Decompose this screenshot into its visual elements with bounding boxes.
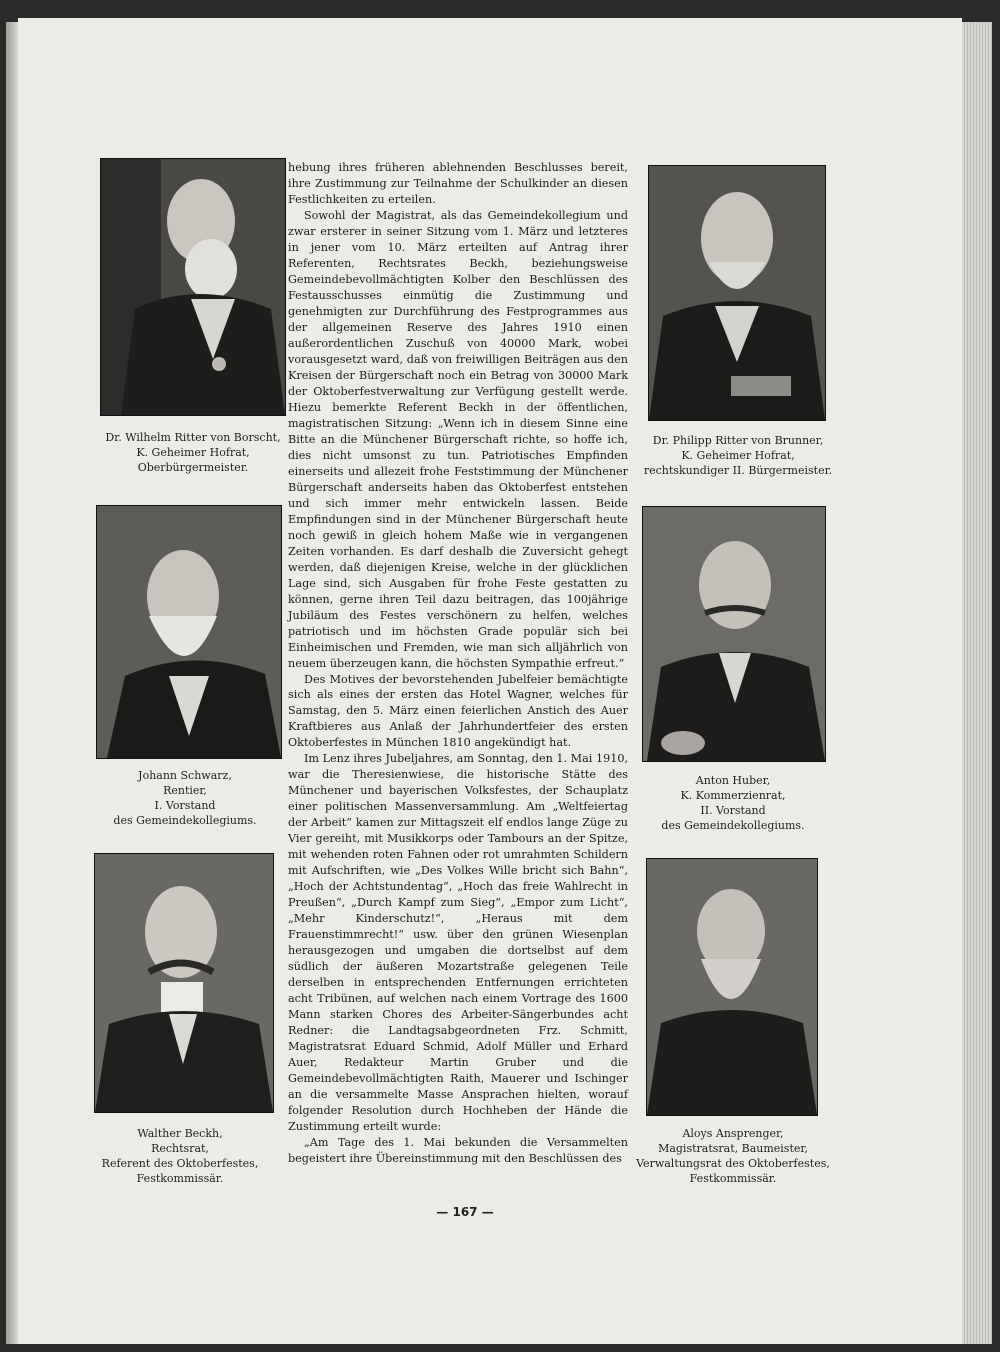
caption-line: Walther Beckh, [137, 1127, 223, 1140]
caption-borscht [88, 430, 298, 475]
caption-line: Magistratsrat, Baumeister, [658, 1142, 808, 1155]
book-page [18, 18, 962, 1344]
caption-line: K. Kommerzienrat, [680, 789, 786, 802]
caption-line: Verwaltungsrat des Oktoberfestes, [636, 1157, 830, 1170]
portrait-photo-beckh [94, 853, 274, 1113]
caption-line: K. Geheimer Hofrat, [681, 449, 795, 462]
portrait-huber-image [643, 507, 825, 761]
caption-ansprenger [626, 1126, 840, 1186]
caption-line: Dr. Wilhelm Ritter von Borscht, [105, 431, 281, 444]
portrait-photo-brunner [648, 165, 826, 421]
portrait-photo-schwarz [96, 505, 282, 759]
caption-line: K. Geheimer Hofrat, [136, 446, 250, 459]
portrait-ansprenger-image [647, 859, 817, 1115]
body-paragraph: Sowohl der Magistrat, als das Gemeindekollegium und zwar ersterer in seiner Sitzung vom 1. März und letzteres in jener vom 10. März erteilten auf Antrag ihrer Referenten, Rechtsrates Beckh, beziehungsweise Gemeindebevollmächtigten Kolber den Beschlüssen des Festausschusses einmütig die Zustimmung und genehmigten zur Durchführung des Festprogrammes aus der allgemeinen Reserve des Jahres 1910 einen außerordentlichen Zuschuß von 40000 Mark, wobei vorausgesetzt ward, daß von freiwilligen Beiträgen aus den Kreisen der Bürgerschaft noch ein Betrag von 30000 Mark der Oktoberfestverwaltung zur Verfügung gestellt werde. Hiezu bemerkte Referent Beckh in der öffentlichen, magistratischen Sitzung: „Wenn ich in diesem Sinne eine Bitte an die Münchener Bürgerschaft richte, so hoffe ich, dies nicht umsonst zu tun. Patriotisches Empfinden einerseits und allezeit frohe Feststimmung der Münchener Bürgerschaft anderseits haben das Oktoberfest entstehen und sich immer mehr entwickeln lassen. Beide Empfindungen sind in der Münchener Bürgerschaft heute noch gewiß in gleich hohem Maße wie in vergangenen Zeiten vorhanden. Es darf deshalb die Zuversicht gehegt werden, daß diejenigen Kreise, welche in der glücklichen Lage sind, sich Ausgaben für frohe Feste gestatten zu können, gerne ihren Teil dazu beitragen, das 100jährige Jubiläum des Festes verschönern zu helfen, welches patriotisch und im höchsten Grade populär sich bei Einheimischen und Fremden, wie man sich alljährlich von neuem überzeugen kann, die höchsten Sympathie erfreut.“ [288, 208, 628, 670]
body-paragraph: Im Lenz ihres Jubeljahres, am Sonntag, den 1. Mai 1910, war die Theresienwiese, die historische Stätte des Münchener und bayerischen Volksfestes, der Schauplatz einer politischen Massenversammlung. Am „Weltfeiertag der Arbeit“ kamen zur Mittagszeit elf endlos lange Züge zu Vier gereiht, mit Musikkorps oder Tambours an der Spitze, mit wehenden roten Fahnen oder rot umrahmten Schildern mit Aufschriften, wie „Des Volkes Wille bricht sich Bahn“, „Hoch der Achtstundentag“, „Hoch das freie Wahlrecht in Preußen“, „Durch Kampf zum Sieg“, „Empor zum Licht“, „Mehr Kinderschutz!“, „Heraus mit dem Frauenstimmrecht!“ usw. über den grünen Wiesenplan herausgezogen und umgaben die dortselbst auf dem südlich der äußeren Mozartstraße gelegenen Teile derselben in entsprechenden Entfernungen errichteten acht Tribünen, auf welchen nach einem Vortrage des 1600 Mann starken Chores des Arbeiter-Sängerbundes acht Redner: die Landtagsabgeordneten Frz. Schmitt, Magistratsrat Eduard Schmid, Adolf Müller und Erhard Auer, Redakteur Martin Gruber und die Gemeindebevollmächtigten Raith, Mauerer und Ischinger an die versammelte Masse Ansprachen hielten, worauf folgender Resolution durch Hochheben der Hände die Zustimmung erteilt wurde: [288, 752, 628, 1134]
caption-line: II. Vorstand [700, 804, 766, 817]
caption-line: Oberbürgermeister. [137, 461, 249, 474]
caption-line: Festkommissär. [689, 1172, 777, 1185]
caption-brunner [628, 433, 848, 478]
portrait-photo-borscht [100, 158, 286, 416]
page-number: — 167 — [436, 1205, 494, 1219]
caption-line: rechtskundiger II. Bürgermeister. [643, 464, 833, 477]
caption-line: Rechtsrat, [151, 1142, 209, 1155]
body-paragraph: „Am Tage des 1. Mai bekunden die Versammelten begeistert ihre Übereinstimmung mit den Beschlüssen des [288, 1136, 628, 1166]
portrait-photo-ansprenger [646, 858, 818, 1116]
caption-line: Rentier, [163, 784, 207, 797]
portrait-brunner-image [649, 166, 825, 420]
caption-huber [628, 773, 838, 833]
caption-line: Anton Huber, [695, 774, 771, 787]
portrait-beckh-image [95, 854, 273, 1112]
body-paragraph: hebung ihres früheren ablehnenden Beschlusses bereit, ihre Zustimmung zur Teilnahme der Schulkinder an diesen Festlichkeiten zu erteilen. [288, 161, 628, 206]
caption-line: Johann Schwarz, [138, 769, 232, 782]
portrait-borscht-image [101, 159, 285, 415]
body-paragraph: Des Motives der bevorstehenden Jubelfeier bemächtigte sich als eines der ersten das Hotel Wagner, welches für Samstag, den 5. März einen feierlichen Anstich des Auer Kraftbieres aus Anlaß der Jahrhundertfeier des ersten Oktoberfestes in München 1810 angekündigt hat. [288, 672, 628, 750]
left-page-edge [6, 22, 18, 1344]
caption-line: des Gemeindekollegiums. [113, 814, 257, 827]
right-page-edge [962, 22, 992, 1344]
caption-line: Aloys Ansprenger, [682, 1127, 784, 1140]
caption-beckh [80, 1126, 280, 1186]
body-text-column [288, 160, 628, 1167]
caption-line: des Gemeindekollegiums. [661, 819, 805, 832]
portrait-schwarz-image [97, 506, 281, 758]
caption-schwarz [80, 768, 290, 828]
caption-line: Dr. Philipp Ritter von Brunner, [652, 434, 824, 447]
portrait-photo-huber [642, 506, 826, 762]
caption-line: Festkommissär. [136, 1172, 224, 1185]
caption-line: I. Vorstand [154, 799, 216, 812]
caption-line: Referent des Oktoberfestes, [101, 1157, 259, 1170]
